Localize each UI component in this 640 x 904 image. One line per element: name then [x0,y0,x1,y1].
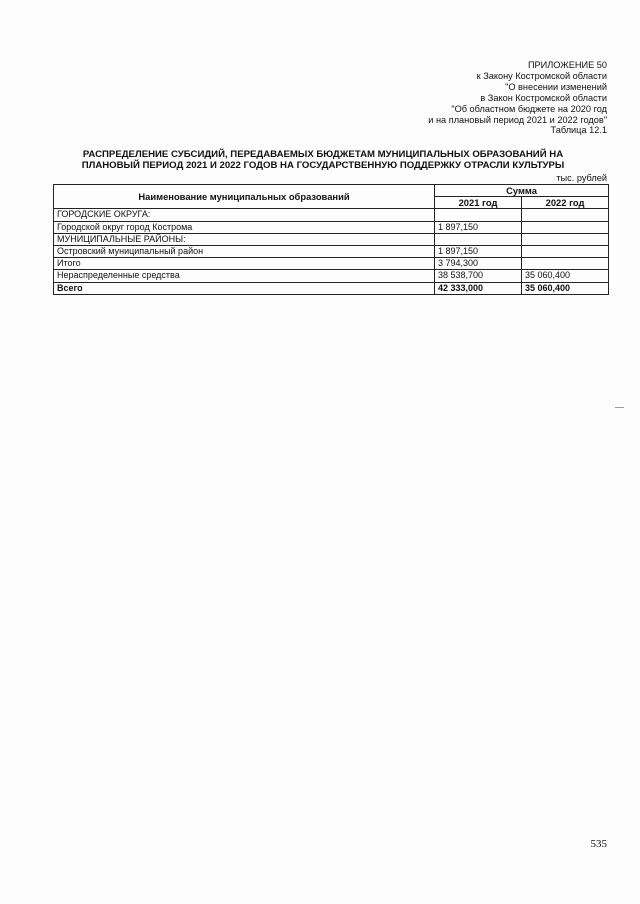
appendix-line: в Закон Костромской области [480,92,607,103]
appendix-header [307,60,607,136]
row-value-2022 [522,221,609,233]
row-value-2021: 1 897,150 [435,221,522,233]
column-header-sum: Сумма [435,185,609,197]
row-value-2021 [435,209,522,221]
row-name: Островский муниципальный район [54,245,435,257]
table-row [54,221,609,233]
scan-mark [615,407,624,408]
appendix-line: "О внесении изменений [505,81,607,92]
appendix-line: к Закону Костромской области [476,70,607,81]
table-row [54,258,609,270]
row-value-2021: 38 538,700 [435,270,522,282]
row-value-2022: 35 060,400 [522,282,609,294]
row-name: Городской округ город Кострома [54,221,435,233]
page-number: 535 [590,838,607,850]
subsidy-table [53,184,609,295]
row-name: Нераспределенные средства [54,270,435,282]
row-value-2021: 1 897,150 [435,245,522,257]
row-name: ГОРОДСКИЕ ОКРУГА: [54,209,435,221]
row-value-2022: 35 060,400 [522,270,609,282]
row-value-2021: 3 794,300 [435,258,522,270]
table-number: Таблица 12.1 [550,125,607,136]
appendix-line: "Об областном бюджете на 2020 год [451,103,607,114]
units-label: тыс. рублей [556,173,607,183]
table-total-row [54,282,609,294]
row-name: МУНИЦИПАЛЬНЫЕ РАЙОНЫ: [54,233,435,245]
table-row [54,233,609,245]
row-value-2022 [522,258,609,270]
document-title [40,149,606,171]
appendix-line: и на плановый период 2021 и 2022 годов" [428,114,607,125]
row-value-2022 [522,245,609,257]
title-line-1: РАСПРЕДЕЛЕНИЕ СУБСИДИЙ, ПЕРЕДАВАЕМЫХ БЮДЖЕТАМ МУНИЦИПАЛЬНЫХ ОБРАЗОВАНИЙ НА [82,149,564,160]
column-header-name: Наименование муниципальных образований [54,185,435,209]
row-name: Итого [54,258,435,270]
table-row [54,245,609,257]
title-line-2: ПЛАНОВЫЙ ПЕРИОД 2021 И 2022 ГОДОВ НА ГОСУДАРСТВЕННУЮ ПОДДЕРЖКУ ОТРАСЛИ КУЛЬТУРЫ [81,160,565,172]
column-header-2022: 2022 год [522,197,609,209]
table-header-row [54,185,609,197]
row-value-2022 [522,209,609,221]
table-row [54,209,609,221]
appendix-line: ПРИЛОЖЕНИЕ 50 [527,60,607,70]
row-name: Всего [54,282,435,294]
row-value-2021: 42 333,000 [435,282,522,294]
row-value-2022 [522,233,609,245]
table-row [54,270,609,282]
column-header-2021: 2021 год [435,197,522,209]
row-value-2021 [435,233,522,245]
